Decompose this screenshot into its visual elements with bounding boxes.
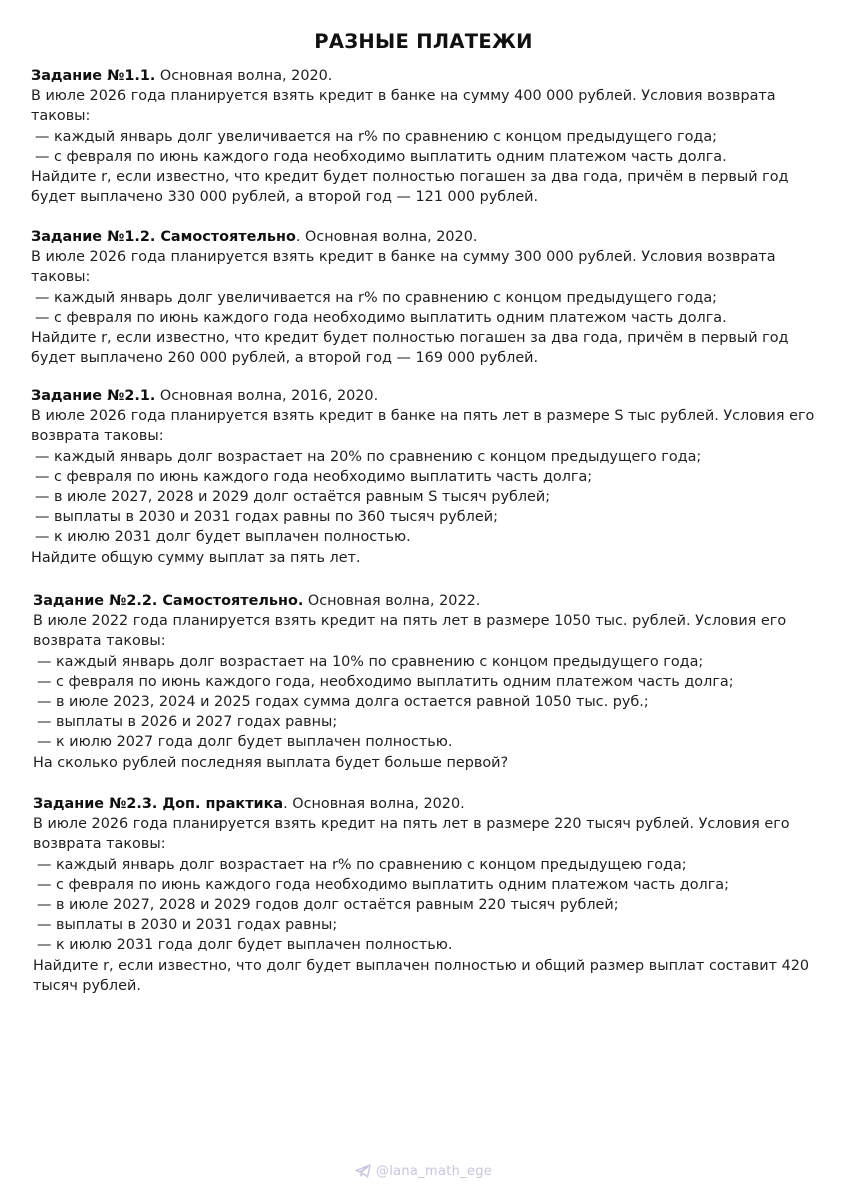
- task-header: [31, 386, 814, 406]
- task-text-line: В июле 2026 года планируется взять кредит в банке на сумму 400 000 рублей. Условия возврата: [31, 88, 776, 105]
- footer-handle: @lana_math_ege: [375, 1164, 493, 1179]
- task-question-line: На сколько рублей последняя выплата будет больше первой?: [33, 754, 509, 771]
- task-source: Основная волна, 2016, 2020.: [155, 388, 379, 404]
- task-text-line: В июле 2026 года планируется взять кредит в банке на пять лет в размере S тыс рублей. Условия его: [31, 408, 815, 425]
- task-source: Основная волна, 2020.: [155, 68, 333, 84]
- task-condition: — с февраля по июнь каждого года необходимо выплатить одним платежом часть долга.: [35, 309, 727, 326]
- task-label: Задание №1.1.: [31, 68, 156, 84]
- task-condition: — в июле 2023, 2024 и 2025 годах сумма долга остается равной 1050 тыс. руб.;: [37, 694, 649, 711]
- task-text-line: таковы:: [31, 269, 91, 286]
- task-condition: — в июле 2027, 2028 и 2029 долг остаётся равным S тысяч рублей;: [35, 489, 551, 506]
- task-condition: — выплаты в 2026 и 2027 годах равны;: [37, 714, 338, 731]
- task-condition: — с февраля по июнь каждого года необходимо выплатить одним платежом часть долга.: [35, 148, 727, 165]
- task-text-line: В июле 2022 года планируется взять кредит на пять лет в размере 1050 тыс. рублей. Условия его: [33, 613, 787, 630]
- task-condition: — к июлю 2027 года долг будет выплачен полностью.: [37, 734, 453, 751]
- task-condition: — с февраля по июнь каждого года необходимо выплатить одним платежом часть долга;: [37, 876, 729, 893]
- task-condition: — каждый январь долг возрастает на 10% по сравнению с концом предыдущего года;: [37, 653, 704, 670]
- task-source: . Основная волна, 2020.: [283, 796, 465, 812]
- task-question-line: Найдите r, если известно, что долг будет выплачен полностью и общий размер выплат составит 420: [33, 957, 810, 974]
- task-question-line: Найдите r, если известно, что кредит будет полностью погашен за два года, причём в первый год: [31, 330, 789, 347]
- task-2-2: [33, 591, 786, 773]
- task-label: Задание №1.2. Самостоятельно: [31, 229, 296, 245]
- task-question-line: будет выплачено 330 000 рублей, а второй год — 121 000 рублей.: [31, 189, 539, 206]
- task-source: Основная волна, 2022.: [303, 593, 481, 609]
- task-header: [33, 794, 809, 814]
- task-condition: — с февраля по июнь каждого года, необходимо выплатить одним платежом часть долга;: [37, 673, 734, 690]
- task-header: [31, 227, 788, 247]
- footer-watermark: [0, 1164, 847, 1179]
- task-source: . Основная волна, 2020.: [295, 229, 478, 245]
- task-condition: — к июлю 2031 года долг будет выплачен полностью.: [37, 937, 453, 954]
- task-text-line: В июле 2026 года планируется взять кредит на пять лет в размере 220 тысяч рублей. Условия его: [33, 816, 790, 833]
- page-title: РАЗНЫЕ ПЛАТЕЖИ: [314, 30, 533, 53]
- task-question-line: Найдите r, если известно, что кредит будет полностью погашен за два года, причём в первый год: [31, 169, 789, 186]
- task-condition: — каждый январь долг увеличивается на r% по сравнению с концом предыдущего года;: [35, 128, 717, 145]
- task-text-line: В июле 2026 года планируется взять кредит в банке на сумму 300 000 рублей. Условия возврата: [31, 249, 776, 266]
- task-condition: — с февраля по июнь каждого года необходимо выплатить часть долга;: [35, 468, 593, 485]
- task-label: Задание №2.2. Самостоятельно.: [33, 593, 304, 609]
- task-2-1: [31, 386, 814, 568]
- task-condition: — выплаты в 2030 и 2031 годах равны по 360 тысяч рублей;: [35, 509, 498, 526]
- task-condition: — к июлю 2031 долг будет выплачен полностью.: [35, 529, 411, 546]
- task-condition: — в июле 2027, 2028 и 2029 годов долг остаётся равным 220 тысяч рублей;: [37, 897, 619, 914]
- task-question-line: тысяч рублей.: [33, 977, 141, 994]
- task-1-2: [31, 227, 788, 368]
- task-header: [31, 66, 788, 86]
- task-condition: — каждый январь долг возрастает на r% по сравнению с концом предыдущею года;: [37, 856, 687, 873]
- task-condition: — каждый январь долг возрастает на 20% по сравнению с концом предыдущего года;: [35, 448, 702, 465]
- task-text-line: таковы:: [31, 108, 91, 125]
- task-label: Задание №2.1.: [31, 388, 156, 404]
- task-condition: — выплаты в 2030 и 2031 годах равны;: [37, 917, 338, 934]
- task-text-line: возврата таковы:: [31, 428, 164, 445]
- task-condition: — каждый январь долг увеличивается на r% по сравнению с концом предыдущего года;: [35, 289, 717, 306]
- task-text-line: возврата таковы:: [33, 836, 166, 853]
- task-question-line: Найдите общую сумму выплат за пять лет.: [31, 549, 361, 566]
- task-2-3: [33, 794, 809, 996]
- task-header: [33, 591, 786, 611]
- task-question-line: будет выплачено 260 000 рублей, а второй год — 169 000 рублей.: [31, 350, 539, 367]
- task-label: Задание №2.3. Доп. практика: [33, 796, 284, 812]
- task-text-line: возврата таковы:: [33, 633, 166, 650]
- telegram-icon: [355, 1164, 376, 1179]
- task-1-1: [31, 66, 788, 207]
